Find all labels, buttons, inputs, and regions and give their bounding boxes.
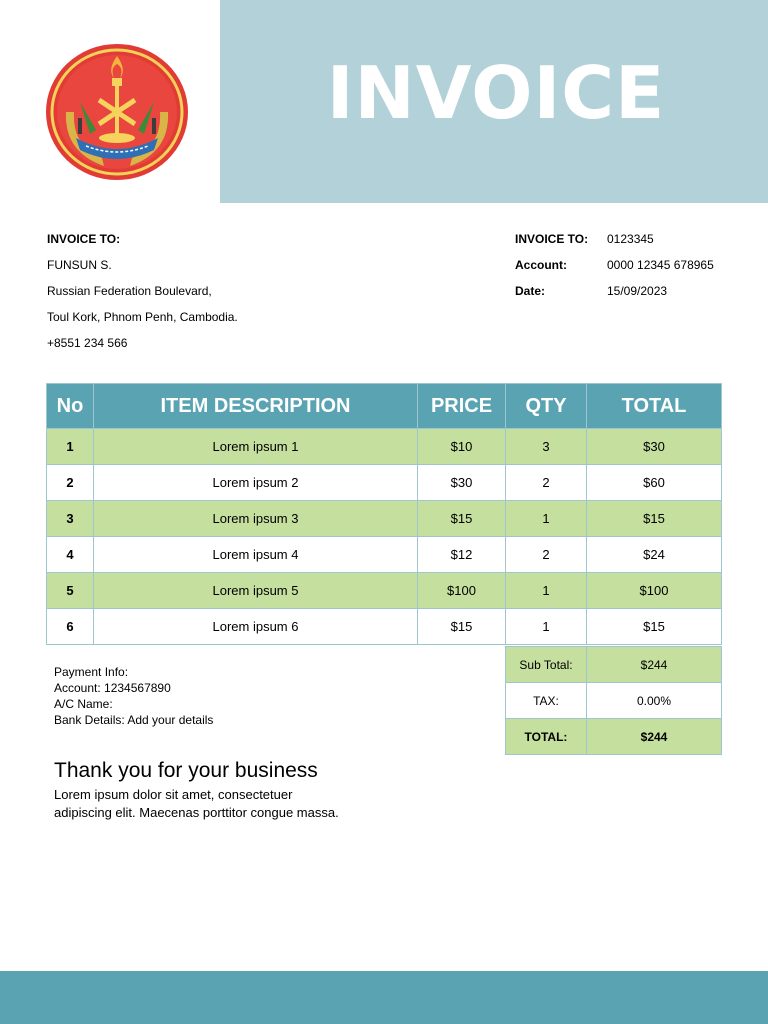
- row-no: 4: [47, 537, 94, 573]
- meta-date-label: Date:: [515, 284, 546, 298]
- row-description: Lorem ipsum 3: [94, 501, 418, 537]
- thank-you-line-1: Lorem ipsum dolor sit amet, consectetuer: [54, 787, 293, 802]
- payment-title: Payment Info:: [54, 665, 129, 679]
- header-total: TOTAL: [587, 384, 722, 429]
- payment-bank: Bank Details: Add your details: [54, 713, 214, 727]
- row-qty: 1: [506, 573, 587, 609]
- address-line-2: Toul Kork, Phnom Penh, Cambodia.: [47, 310, 238, 324]
- table-row: [47, 609, 722, 645]
- table-row: [47, 429, 722, 465]
- meta-account-value: 0000 12345 678965: [607, 258, 714, 272]
- header-description: ITEM DESCRIPTION: [94, 384, 418, 429]
- row-price: $10: [418, 429, 506, 465]
- table-row: [47, 501, 722, 537]
- payment-info: [54, 664, 213, 728]
- totals-table: [505, 646, 722, 755]
- table-row: [47, 465, 722, 501]
- subtotal-value: $244: [587, 647, 722, 683]
- row-no: 5: [47, 573, 94, 609]
- row-qty: 2: [506, 465, 587, 501]
- row-total: $15: [587, 609, 722, 645]
- meta-date-value: 15/09/2023: [607, 284, 668, 298]
- row-total: $100: [587, 573, 722, 609]
- address-line-1: Russian Federation Boulevard,: [47, 284, 212, 298]
- row-price: $12: [418, 537, 506, 573]
- row-description: Lorem ipsum 4: [94, 537, 418, 573]
- tax-label: TAX:: [506, 683, 587, 719]
- bill-to-label: INVOICE TO:: [47, 232, 121, 246]
- row-description: Lorem ipsum 5: [94, 573, 418, 609]
- row-description: Lorem ipsum 1: [94, 429, 418, 465]
- subtotal-label: Sub Total:: [506, 647, 587, 683]
- row-no: 1: [47, 429, 94, 465]
- row-description: Lorem ipsum 6: [94, 609, 418, 645]
- row-qty: 2: [506, 537, 587, 573]
- footer-band: [0, 971, 768, 1024]
- row-price: $15: [418, 609, 506, 645]
- row-price: $30: [418, 465, 506, 501]
- meta-invoice-label: INVOICE TO:: [515, 232, 589, 246]
- thank-you-text: [54, 786, 384, 822]
- meta-account-row: [515, 256, 714, 282]
- row-price: $100: [418, 573, 506, 609]
- row-qty: 1: [506, 501, 587, 537]
- row-total: $15: [587, 501, 722, 537]
- row-price: $15: [418, 501, 506, 537]
- payment-account: Account: 1234567890: [54, 681, 171, 695]
- row-total: $30: [587, 429, 722, 465]
- row-total: $24: [587, 537, 722, 573]
- grand-total-label: TOTAL:: [506, 719, 587, 755]
- header-no: No: [47, 384, 94, 429]
- table-header-row: [47, 384, 722, 429]
- row-qty: 3: [506, 429, 587, 465]
- row-total: $60: [587, 465, 722, 501]
- bill-to-block: [47, 230, 238, 360]
- header-qty: QTY: [506, 384, 587, 429]
- thank-you-heading: Thank you for your business: [54, 759, 318, 782]
- table-row: [47, 573, 722, 609]
- table-row: [47, 537, 722, 573]
- row-no: 3: [47, 501, 94, 537]
- seal-emblem-icon: [44, 42, 190, 182]
- header-price: PRICE: [418, 384, 506, 429]
- meta-invoice-row: [515, 230, 714, 256]
- customer-phone: +8551 234 566: [47, 336, 128, 350]
- invoice-meta: [515, 230, 714, 308]
- row-no: 2: [47, 465, 94, 501]
- row-description: Lorem ipsum 2: [94, 465, 418, 501]
- invoice-title: INVOICE: [326, 51, 666, 135]
- subtotal-row: [506, 647, 722, 683]
- row-no: 6: [47, 609, 94, 645]
- meta-invoice-value: 0123345: [607, 232, 654, 246]
- grand-total-row: [506, 719, 722, 755]
- meta-account-label: Account:: [515, 258, 567, 272]
- grand-total-value: $244: [587, 719, 722, 755]
- tax-value: 0.00%: [587, 683, 722, 719]
- meta-date-row: [515, 282, 714, 308]
- row-qty: 1: [506, 609, 587, 645]
- tax-row: [506, 683, 722, 719]
- thank-you-line-2: adipiscing elit. Maecenas porttitor congue massa.: [54, 805, 339, 820]
- customer-name: FUNSUN S.: [47, 258, 112, 272]
- payment-ac-name: A/C Name:: [54, 697, 113, 711]
- items-table: [46, 383, 722, 645]
